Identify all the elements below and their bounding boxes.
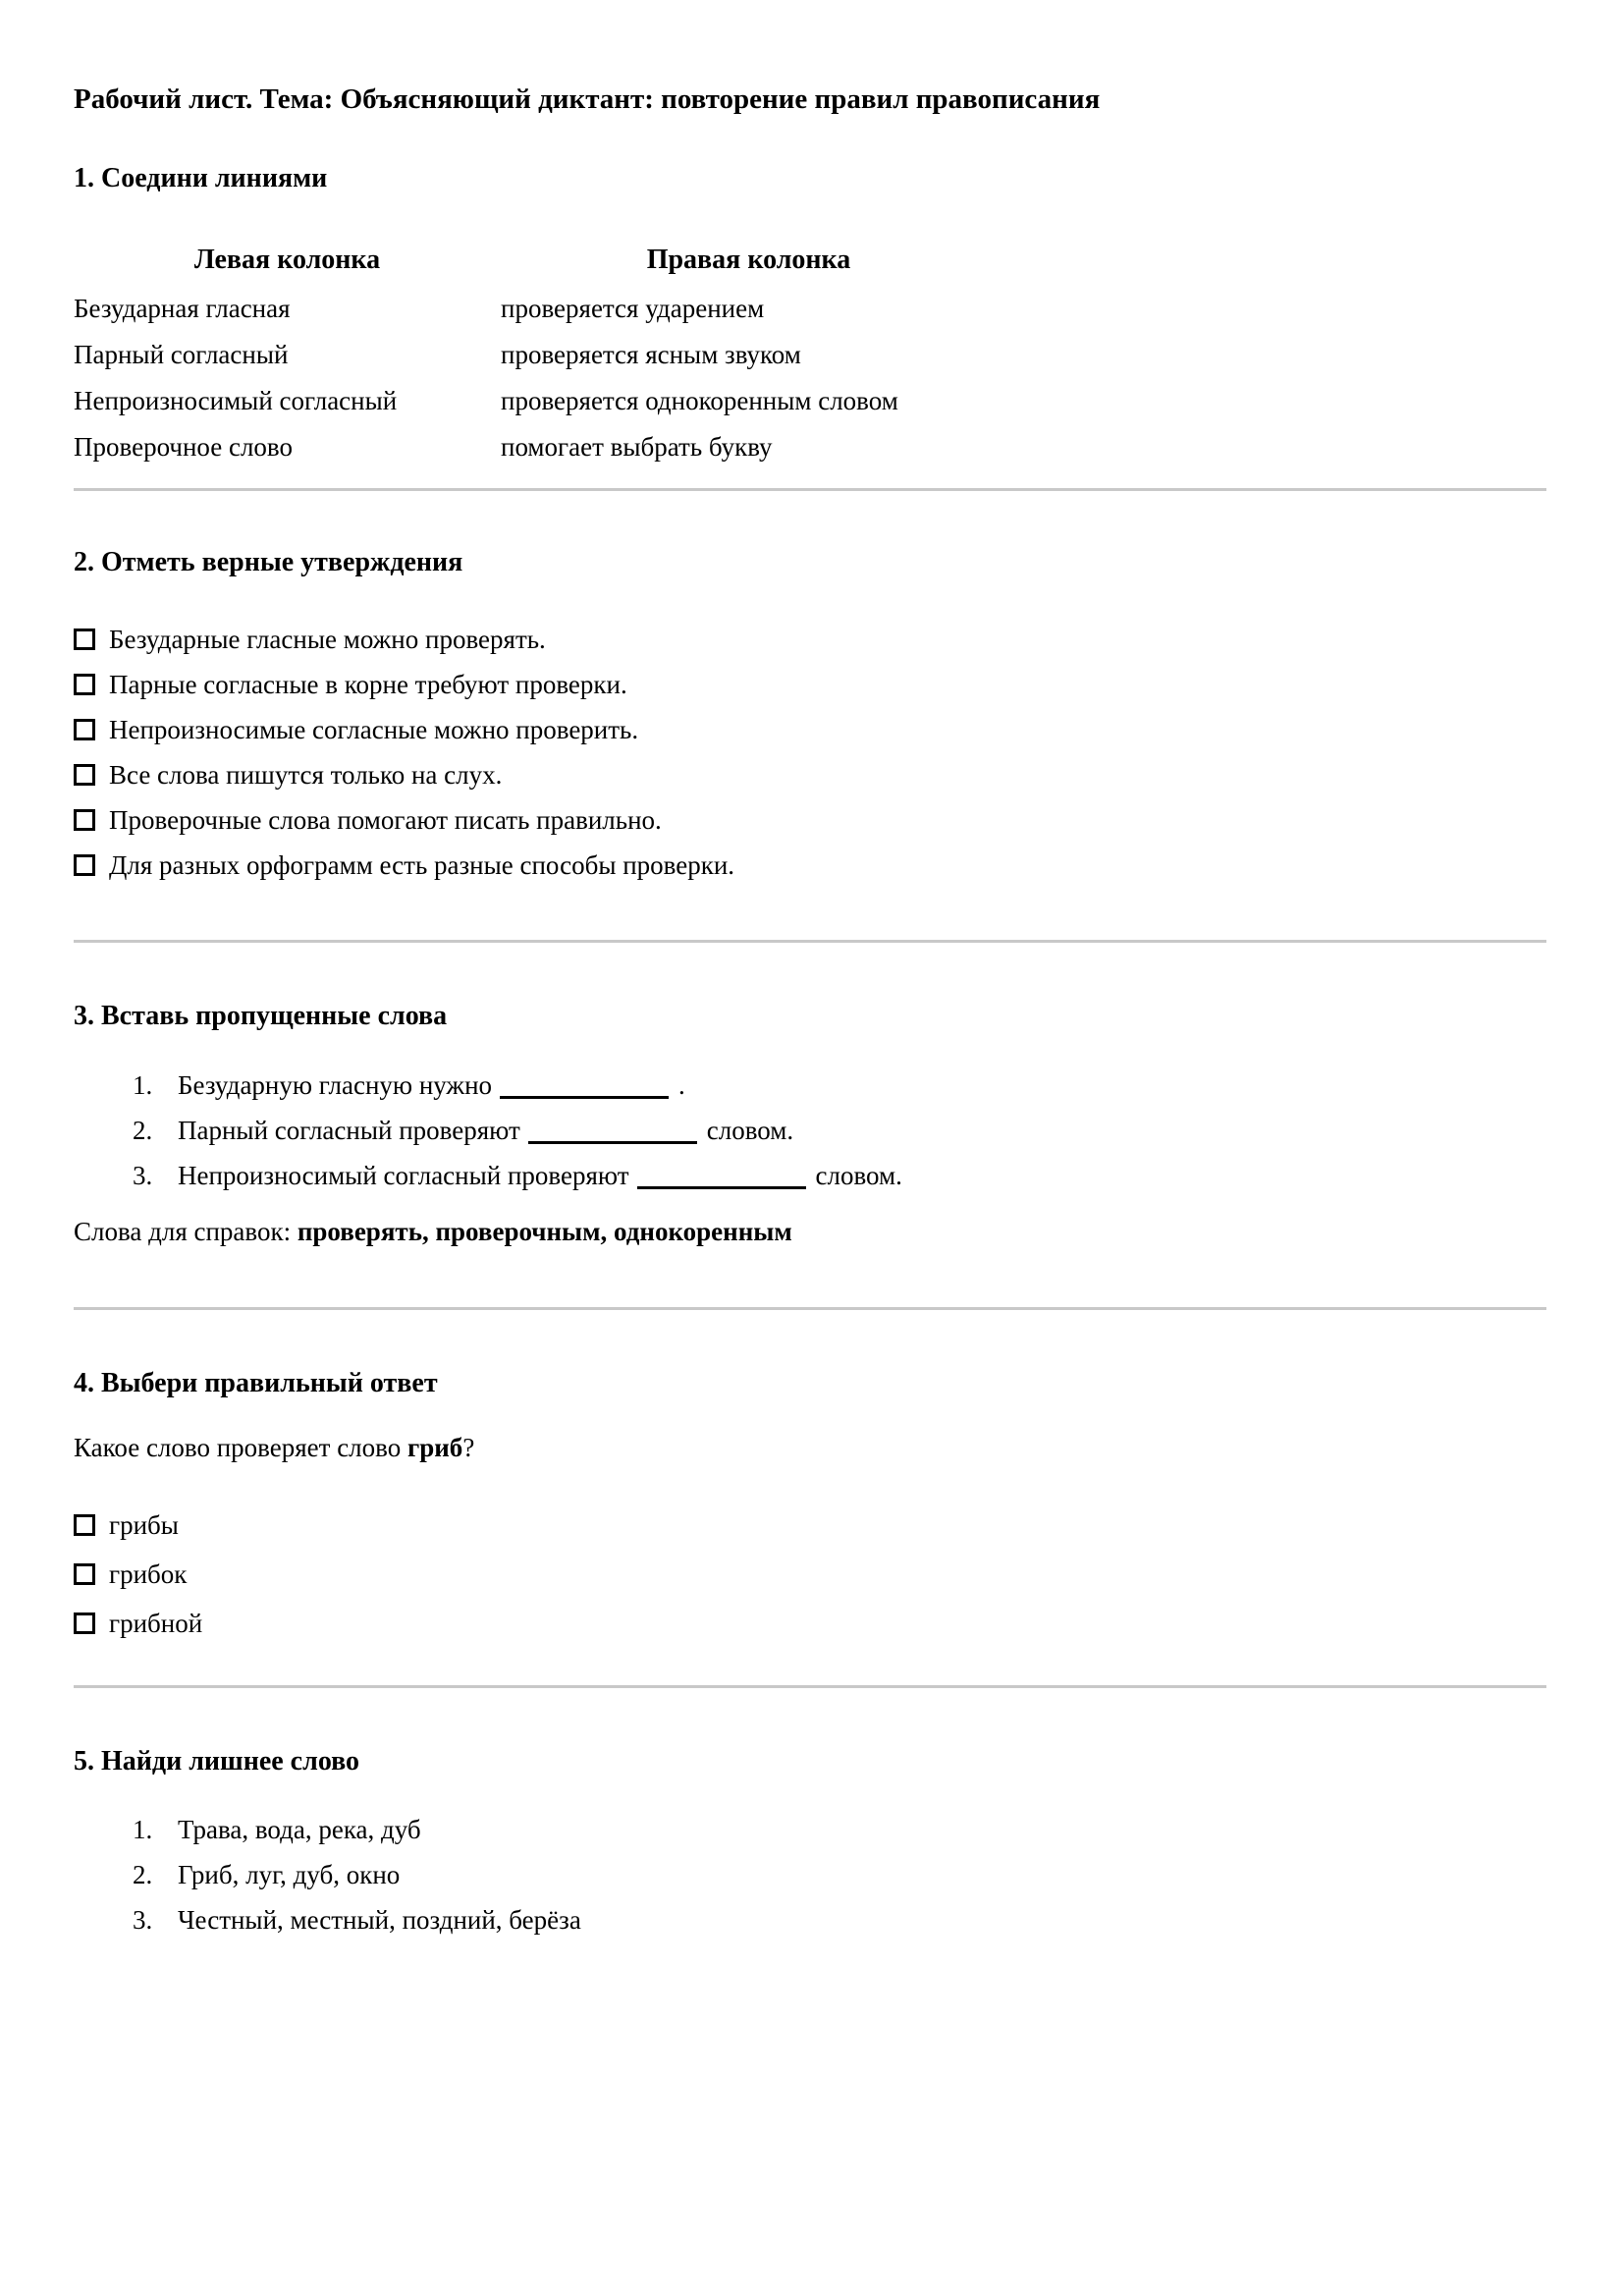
section-divider <box>74 1685 1546 1688</box>
checkbox-item <box>74 759 1546 792</box>
matching-table <box>74 235 997 470</box>
question-keyword: гриб <box>406 1433 463 1462</box>
section-divider <box>74 488 1546 491</box>
checkbox-icon[interactable] <box>74 1613 95 1634</box>
section-3-heading: 3. Вставь пропущенные слова <box>74 1001 448 1031</box>
fill-text-after: словом. <box>815 1161 902 1190</box>
list-text: Честный, местный, поздний, берёза <box>178 1905 581 1935</box>
page-title: Рабочий лист. Тема: Объясняющий диктант: повторение правил правописания <box>74 83 1101 115</box>
match-right-definition: помогает выбрать букву <box>501 432 773 462</box>
match-right-definition: проверяется ясным звуком <box>501 340 801 369</box>
list-number: 2. <box>133 1116 153 1145</box>
checkbox-item <box>74 669 1546 701</box>
checkbox-item <box>74 1558 1546 1591</box>
match-left-term: Безударная гласная <box>74 294 291 323</box>
word-bank <box>74 1216 1546 1248</box>
checkbox-icon[interactable] <box>74 1563 95 1585</box>
option-label: грибы <box>109 1510 179 1540</box>
fill-text-after: . <box>678 1070 685 1100</box>
list-number: 1. <box>133 1070 153 1100</box>
checkbox-label: Безударные гласные можно проверять. <box>109 625 546 654</box>
matching-table-header-right: Правая колонка <box>646 245 851 275</box>
checkbox-label: Парные согласные в корне требуют проверки. <box>109 670 627 699</box>
fill-text-after: словом. <box>706 1116 794 1145</box>
list-number: 3. <box>133 1905 153 1935</box>
match-left-term: Парный согласный <box>74 340 289 369</box>
checkbox-icon[interactable] <box>74 809 95 831</box>
fill-item <box>133 1160 1546 1192</box>
list-number: 3. <box>133 1161 153 1190</box>
list-text: Трава, вода, река, дуб <box>178 1815 421 1844</box>
match-right-definition: проверяется однокоренным словом <box>501 386 898 415</box>
fill-text-before: Непроизносимый согласный проверяют <box>178 1161 629 1190</box>
question-before: Какое слово проверяет слово <box>74 1433 402 1462</box>
list-number: 2. <box>133 1860 153 1889</box>
word-bank-words: проверять, проверочным, однокоренным <box>297 1217 792 1246</box>
question-mark: ? <box>462 1433 475 1462</box>
checkbox-label: Для разных орфограмм есть разные способы проверки. <box>109 850 735 880</box>
checkbox-icon[interactable] <box>74 674 95 695</box>
word-bank-label: Слова для справок: <box>74 1217 292 1246</box>
table-row <box>74 286 997 332</box>
answer-options <box>74 1509 1546 1640</box>
checkbox-item <box>74 714 1546 746</box>
checkbox-icon[interactable] <box>74 719 95 740</box>
fill-in-list <box>133 1069 1546 1192</box>
section-divider <box>74 940 1546 943</box>
fill-blank <box>500 1096 669 1099</box>
fill-item <box>133 1115 1546 1147</box>
checkbox-item <box>74 1509 1546 1542</box>
odd-one-out-list <box>133 1814 1546 1937</box>
matching-table-header-row <box>74 235 997 286</box>
checkbox-item <box>74 1608 1546 1640</box>
checkbox-icon[interactable] <box>74 629 95 650</box>
fill-item <box>133 1069 1546 1102</box>
checkbox-item <box>74 849 1546 882</box>
checkbox-label: Непроизносимые согласные можно проверить. <box>109 715 639 744</box>
table-row <box>74 332 997 378</box>
list-number: 1. <box>133 1815 153 1844</box>
checkbox-icon[interactable] <box>74 854 95 876</box>
section-5-heading: 5. Найди лишнее слово <box>74 1746 360 1777</box>
fill-blank <box>528 1141 697 1144</box>
table-row <box>74 378 997 424</box>
question-text <box>74 1432 1546 1464</box>
list-text: Гриб, луг, дуб, окно <box>178 1860 401 1889</box>
checkbox-item <box>74 624 1546 656</box>
checkbox-item <box>74 804 1546 837</box>
checkbox-label: Проверочные слова помогают писать правильно. <box>109 805 662 835</box>
statements-checklist <box>74 624 1546 882</box>
checkbox-icon[interactable] <box>74 1514 95 1536</box>
option-label: грибной <box>109 1609 203 1638</box>
checkbox-label: Все слова пишутся только на слух. <box>109 760 503 790</box>
list-item <box>133 1904 1546 1937</box>
section-4-heading: 4. Выбери правильный ответ <box>74 1368 438 1398</box>
table-row <box>74 424 997 470</box>
match-left-term: Проверочное слово <box>74 432 293 462</box>
checkbox-icon[interactable] <box>74 764 95 786</box>
section-divider <box>74 1307 1546 1310</box>
section-2-heading: 2. Отметь верные утверждения <box>74 547 463 577</box>
match-right-definition: проверяется ударением <box>501 294 765 323</box>
fill-blank <box>637 1186 806 1189</box>
list-item <box>133 1814 1546 1846</box>
matching-table-header-left: Левая колонка <box>193 245 381 275</box>
fill-text-before: Безударную гласную нужно <box>178 1070 493 1100</box>
match-left-term: Непроизносимый согласный <box>74 386 398 415</box>
fill-text-before: Парный согласный проверяют <box>178 1116 520 1145</box>
section-1-heading: 1. Соедини линиями <box>74 163 328 193</box>
option-label: грибок <box>109 1559 188 1589</box>
list-item <box>133 1859 1546 1891</box>
